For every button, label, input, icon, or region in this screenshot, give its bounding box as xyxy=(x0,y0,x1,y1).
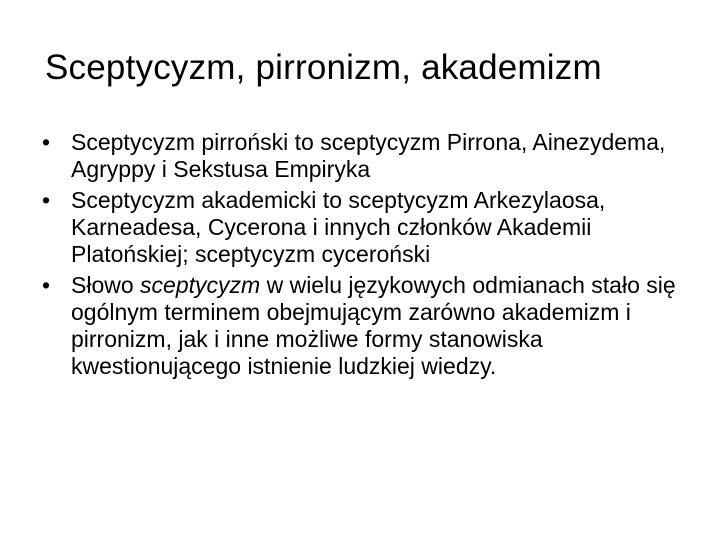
bullet-item-term-usage xyxy=(40,272,680,380)
bullet-item-pyrrhonian xyxy=(40,129,680,183)
bullet-text-rest: w wielu językowych odmianach stało się ogólnym terminem obejmującym zarówno akademizm i pirronizm, jak i inne możliwe formy stanowiska kwestionującego istnienie ludzkiej wiedzy. xyxy=(71,272,676,379)
bullet-item-academic xyxy=(40,187,680,268)
bullet-text-emphasis: sceptycyzm xyxy=(140,272,261,298)
bullet-dot-icon: • xyxy=(42,129,51,155)
bullet-text-lead: Słowo xyxy=(71,272,141,298)
bullet-list xyxy=(40,129,680,384)
bullet-dot-icon: • xyxy=(42,187,51,213)
bullet-text: Sceptycyzm pirroński to sceptycyzm Pirrona, Ainezydema, Agryppy i Sekstusa Empiryka xyxy=(71,129,666,182)
bullet-text: Sceptycyzm akademicki to sceptycyzm Arkezylaosa, Karneadesa, Cycerona i innych członków Akademii Platońskiej; sceptycyzm cyceroński xyxy=(71,187,606,267)
slide-title: Sceptycyzm, pirronizm, akademizm xyxy=(45,48,602,87)
bullet-dot-icon: • xyxy=(42,272,51,298)
